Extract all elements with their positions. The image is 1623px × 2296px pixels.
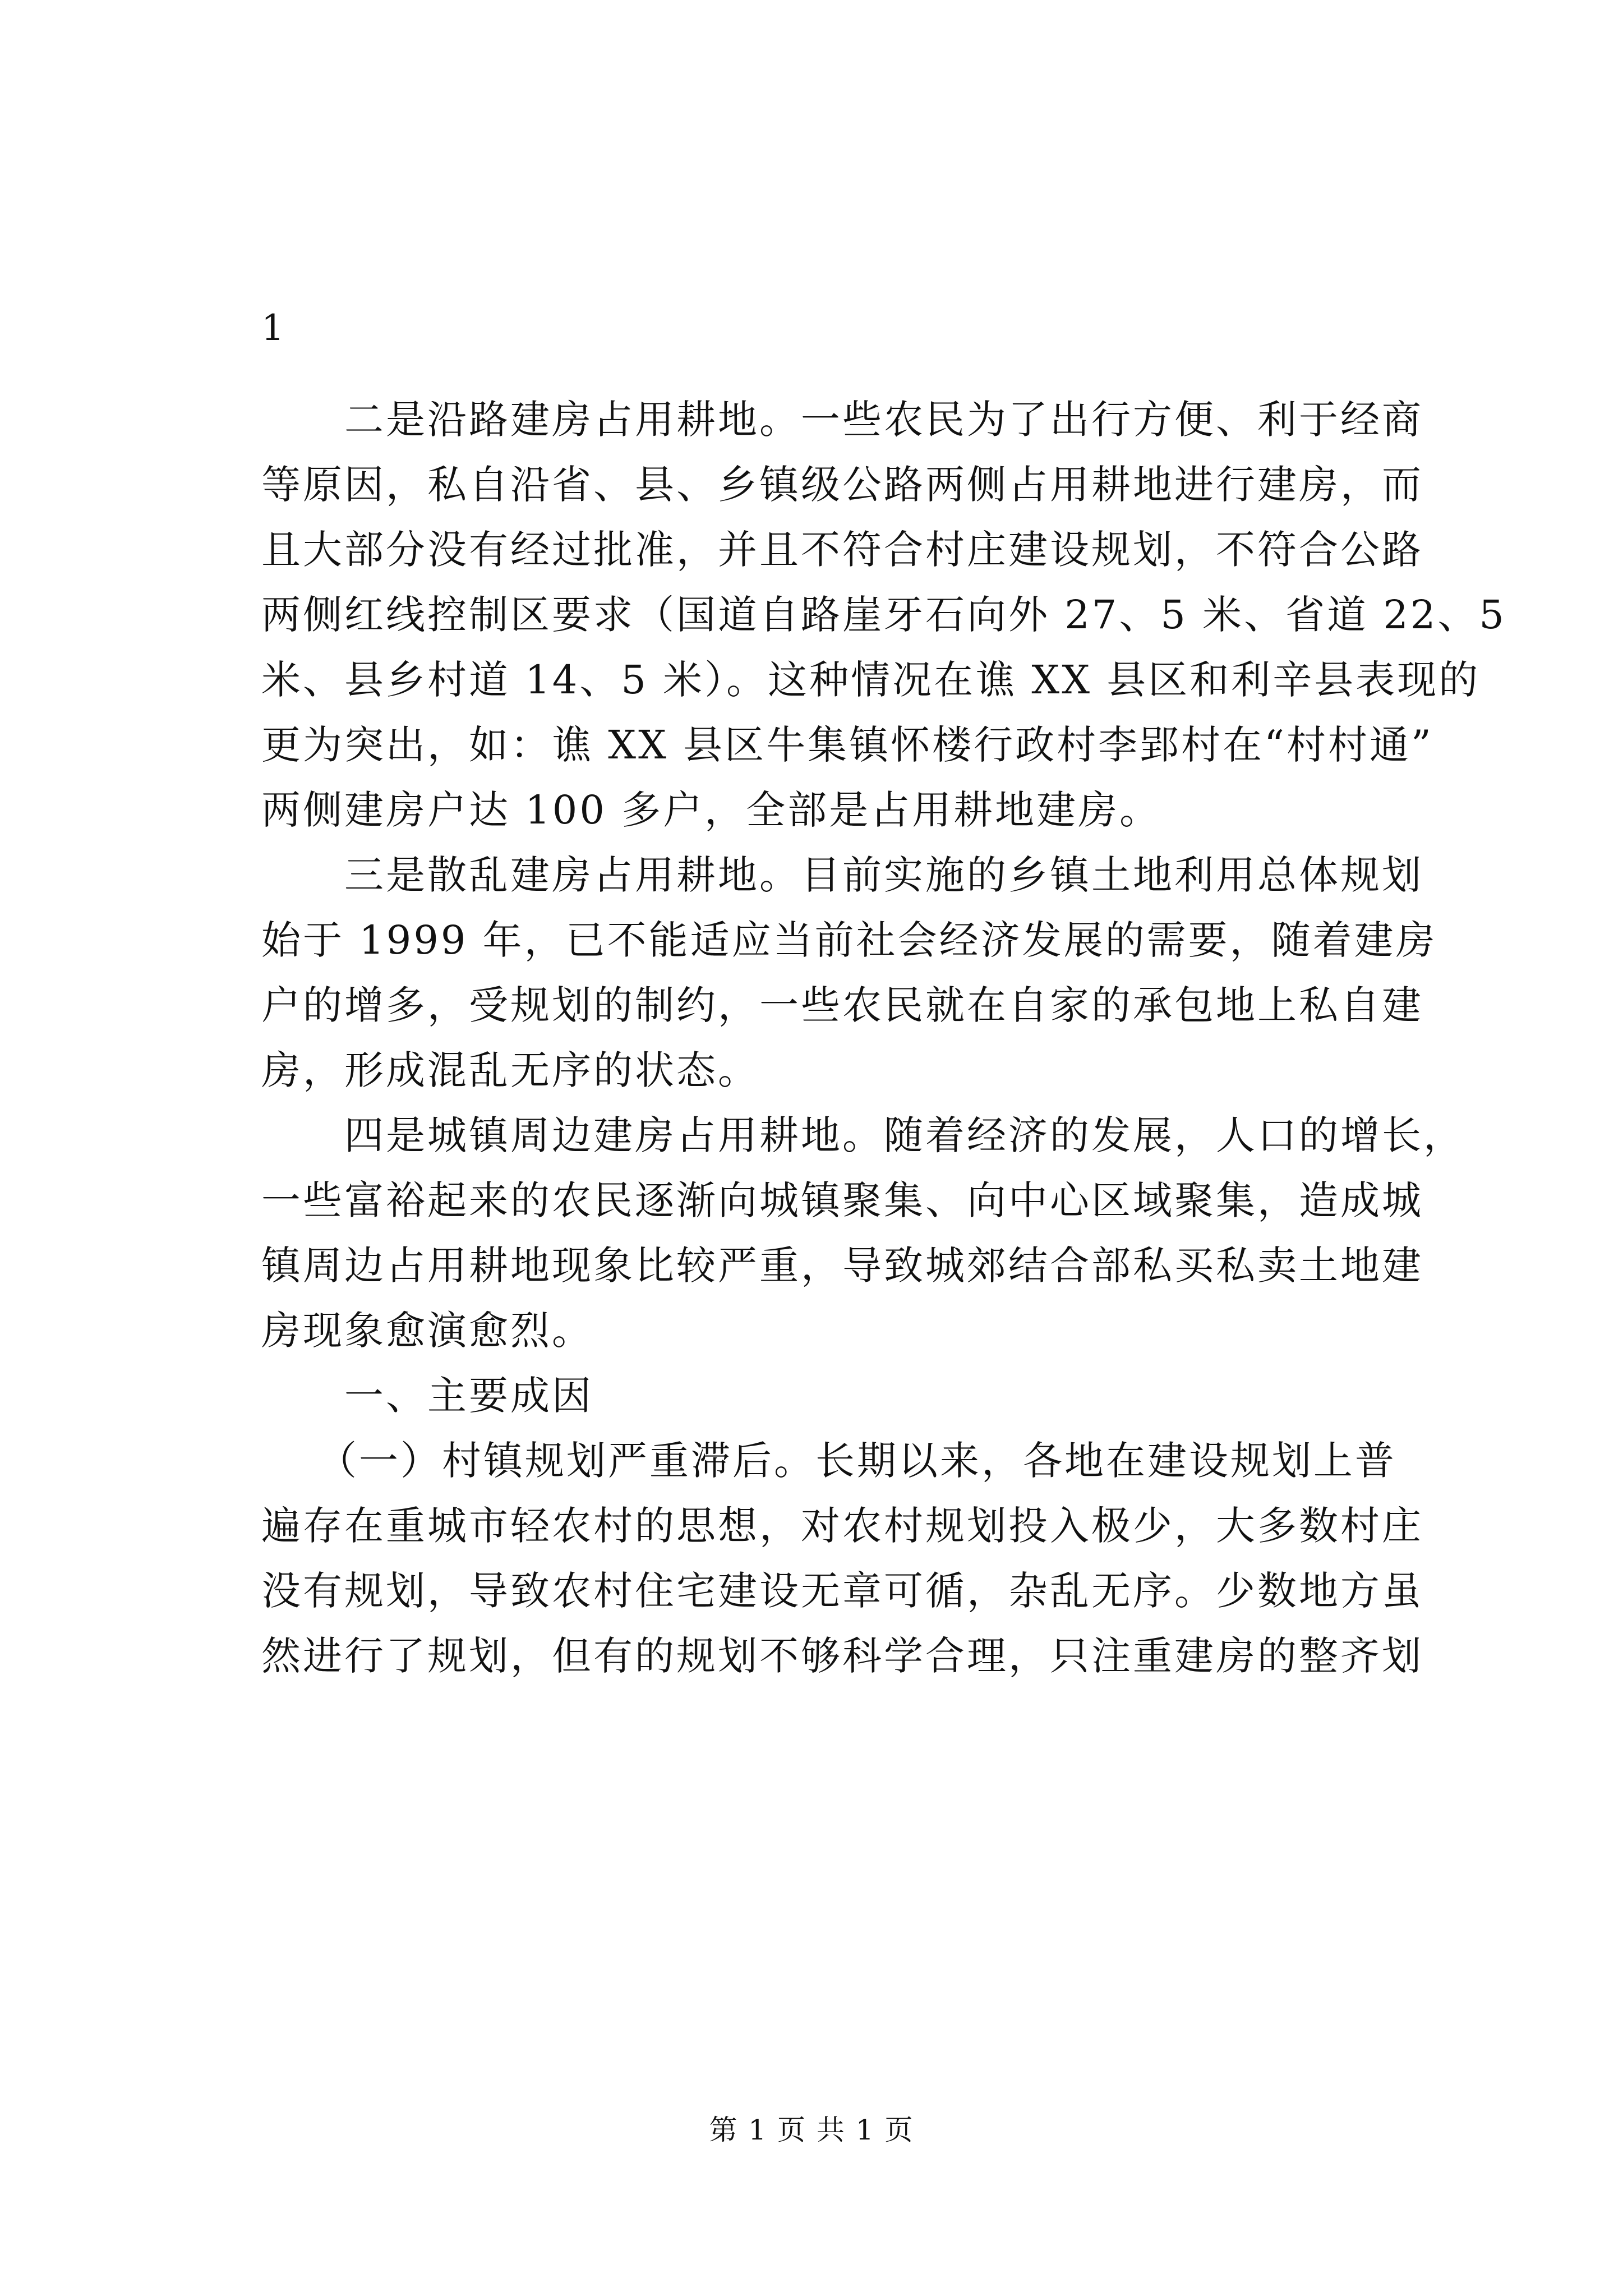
text-line: （一）村镇规划严重滞后。长期以来，各地在建设规划上普: [317, 1438, 1396, 1484]
text-line: 四是城镇周边建房占用耕地。随着经济的发展，人口的增长，: [344, 1112, 1465, 1158]
page-marker: 1: [261, 307, 284, 349]
paragraph-planning-lag: [261, 1428, 1484, 1688]
text-line: 且大部分没有经过批准，并且不符合村庄建设规划，不符合公路: [261, 527, 1423, 573]
text-line: 更为突出，如：谯 XX 县区牛集镇怀楼行政村李郢村在“村村通”: [261, 722, 1433, 768]
text-line: 两侧建房户达 100 多户，全部是占用耕地建房。: [261, 787, 1161, 833]
text-line: 两侧红线控制区要求（国道自路崖牙石向外 27、5 米、省道 22、5: [261, 592, 1506, 638]
text-line: 房，形成混乱无序的状态。: [261, 1047, 759, 1093]
text-line: 等原因，私自沿省、县、乡镇级公路两侧占用耕地进行建房，而: [261, 462, 1423, 508]
page-footer: 第 1 页 共 1 页: [709, 2114, 914, 2146]
text-line: 始于 1999 年，已不能适应当前社会经济发展的需要，随着建房: [261, 917, 1437, 963]
text-line: 三是散乱建房占用耕地。目前实施的乡镇土地利用总体规划: [344, 852, 1423, 898]
text-line: 没有规划，导致农村住宅建设无章可循，杂乱无序。少数地方虽: [261, 1568, 1423, 1614]
text-line: 房现象愈演愈烈。: [261, 1308, 593, 1354]
text-line: 一些富裕起来的农民逐渐向城镇聚集、向中心区域聚集，造成城: [261, 1177, 1423, 1223]
paragraph-town-periphery-housing: [261, 1103, 1484, 1363]
text-line: 二是沿路建房占用耕地。一些农民为了出行方便、利于经商: [344, 397, 1423, 443]
heading-main-causes: 一、主要成因: [344, 1373, 593, 1419]
section-heading: [261, 1363, 1484, 1428]
body-text: [261, 387, 1506, 1688]
text-line: 户的增多，受规划的制约，一些农民就在自家的承包地上私自建: [261, 982, 1423, 1028]
paragraph-road-housing: [261, 387, 1506, 843]
text-line: 米、县乡村道 14、5 米）。这种情况在谯 XX 县区和利辛县表现的: [261, 657, 1481, 703]
text-line: 然进行了规划，但有的规划不够科学合理，只注重建房的整齐划: [261, 1633, 1423, 1679]
text-line: 镇周边占用耕地现象比较严重，导致城郊结合部私买私卖土地建: [261, 1243, 1423, 1289]
text-line: 遍存在重城市轻农村的思想，对农村规划投入极少，大多数村庄: [261, 1503, 1423, 1549]
paragraph-scattered-housing: [261, 843, 1484, 1103]
